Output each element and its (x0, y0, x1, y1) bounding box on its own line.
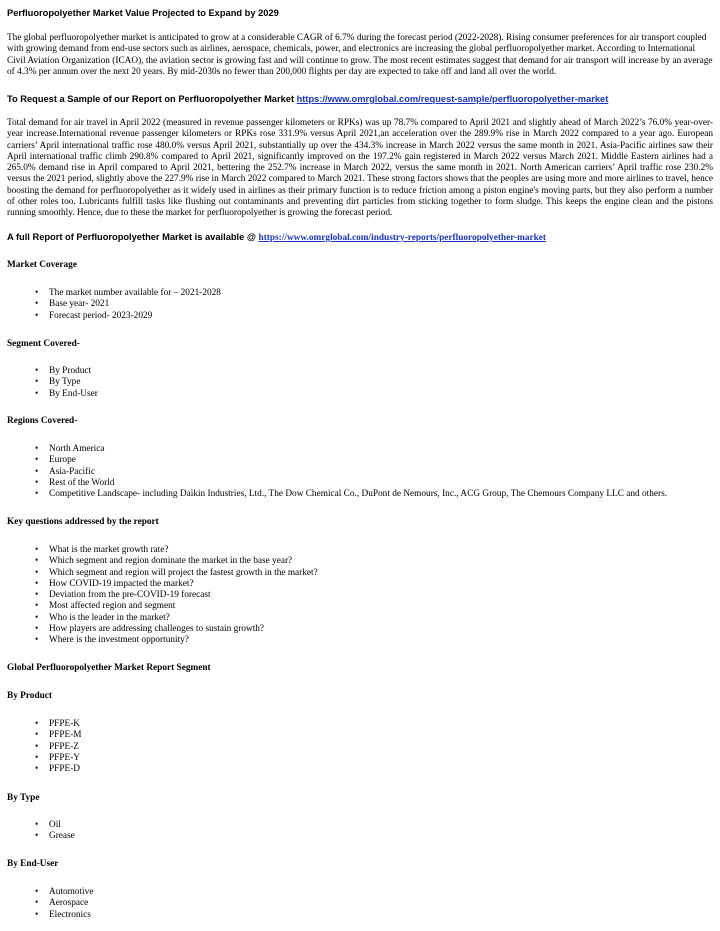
list-item: • Which segment and region dominate the market in the base year? (35, 556, 318, 567)
list-item: • Deviation from the pre-COVID-19 forecast (35, 590, 318, 601)
list-item: • PFPE-Y (35, 753, 82, 764)
list-item: • Which segment and region will project the fastest growth in the market? (35, 568, 318, 579)
list-item: • Automotive (35, 887, 93, 898)
list-item: • Aerospace (35, 898, 93, 909)
full-report-link[interactable]: https://www.omrglobal.com/industry-reports/perfluoropolyether-market (258, 233, 547, 243)
by-type-heading: By Type (7, 793, 40, 803)
list-item: • Most affected region and segment (35, 601, 318, 612)
by-product-heading: By Product (7, 691, 53, 701)
list-item: • By End-User (35, 389, 98, 400)
list-item: • Asia-Pacific (35, 467, 667, 478)
list-item: • Rest of the World (35, 478, 667, 489)
list-item: • How players are addressing challenges to sustain growth? (35, 624, 318, 635)
key-questions-heading: Key questions addressed by the report (7, 517, 159, 527)
list-item: • By Type (35, 377, 98, 388)
segment-covered-heading: Segment Covered- (7, 339, 80, 349)
full-report-label: A full Report of Perfluoropolyether Market is available @ (7, 232, 259, 242)
sample-request-line (7, 94, 608, 105)
list-item: • By Product (35, 366, 98, 377)
by-product-list (35, 719, 82, 775)
by-type-list (35, 820, 75, 843)
list-item: • Base year- 2021 (35, 299, 221, 310)
sample-request-link[interactable]: https://www.omrglobal.com/request-sample/perfluoropolyether-market (296, 94, 609, 104)
sample-request-label: To Request a Sample of our Report on Perfluoropolyether Market (7, 94, 297, 104)
list-item: • What is the market growth rate? (35, 545, 318, 556)
list-item: • Europe (35, 455, 667, 466)
intro-paragraph: The global perfluoropolyether market is anticipated to grow at a considerable CAGR of 6.7% during the forecast period (2022-2028). Rising consumer preferences for air transport coupled with growing demand from end-use sectors such as airlines, aerospace, chemicals, power, and electronics are increasing the global perfluoropolyether market. According to International Civil Aviation Organization (ICAO), the aviation sector is growing fast and will continue to grow. The most recent estimates suggest that demand for air transport will increase by an average of 4.3% per annum over the next 20 years. By mid-2030s no fewer than 200,000 flights per day are expected to take off and land all over the world. (7, 33, 713, 77)
segment-covered-list (35, 366, 98, 400)
full-report-line (7, 232, 546, 244)
market-coverage-heading: Market Coverage (7, 260, 77, 270)
list-item: • Grease (35, 831, 75, 842)
list-item: • PFPE-Z (35, 742, 82, 753)
list-item: • PFPE-K (35, 719, 82, 730)
report-segment-heading: Global Perfluoropolyether Market Report Segment (7, 663, 211, 673)
regions-covered-list (35, 444, 667, 500)
list-item: • Electronics (35, 910, 93, 921)
list-item: • PFPE-D (35, 764, 82, 775)
demand-paragraph: Total demand for air travel in April 2022 (measured in revenue passenger kilometers or RPKs) was up 78.7% compared to April 2021 and slightly ahead of March 2022’s 76.0% year-over-year increase.International revenue passenger kilometers or RPKs rose 331.9% versus April 2021,an acceleration over the 289.9% rise in March 2022 compared to a year ago. European carriers’ April international traffic rose 480.0% versus April 2021, substantially up over the 434.3% increase in March 2022 versus the same month in 2021. Asia-Pacific airlines saw their April international traffic climb 290.8% compared to April 2021, significantly improved on the 197.2% gain registered in March 2022 versus March 2021. Middle Eastern airlines had a 265.0% demand rise in April compared to April 2021, bettering the 252.7% increase in March 2022, versus the same month in 2021. North American carriers’ April traffic rose 230.2% versus the 2021 period, slightly above the 227.9% rise in March 2022 compared to March 2021. These strong factors shows that the peoples are using more and more airlines to travel, hence boosting the demand for perfluoropolyether as it widely used in airlines as their primary function is to reduce friction among a piston engine's moving parts, but they also perform a number of other roles too. Lubricants fulfill tasks like flushing out contaminants and preventing dirt particles from sticking together to form sludge. This keeps the engine clean and the pistons running smoothly. Hence, due to these the market for perfluoropolyether is growing the forecast period. (7, 118, 713, 219)
by-end-user-heading: By End-User (7, 859, 59, 869)
list-item: • PFPE-M (35, 730, 82, 741)
list-item: • Where is the investment opportunity? (35, 635, 318, 646)
list-item: • Who is the leader in the market? (35, 613, 318, 624)
list-item: • Competitive Landscape- including Daikin Industries, Ltd., The Dow Chemical Co., DuPont de Nemours, Inc., ACG Group, The Chemours Company LLC and others. (35, 489, 667, 500)
list-item: • How COVID-19 impacted the market? (35, 579, 318, 590)
market-coverage-list (35, 288, 221, 322)
key-questions-list (35, 545, 318, 647)
list-item: • Forecast period- 2023-2029 (35, 311, 221, 322)
regions-covered-heading: Regions Covered- (7, 416, 78, 426)
list-item: • Oil (35, 820, 75, 831)
list-item: • The market number available for – 2021-2028 (35, 288, 221, 299)
document-title: Perfluoropolyether Market Value Projected to Expand by 2029 (7, 8, 279, 18)
by-end-user-list (35, 887, 93, 921)
list-item: • North America (35, 444, 667, 455)
